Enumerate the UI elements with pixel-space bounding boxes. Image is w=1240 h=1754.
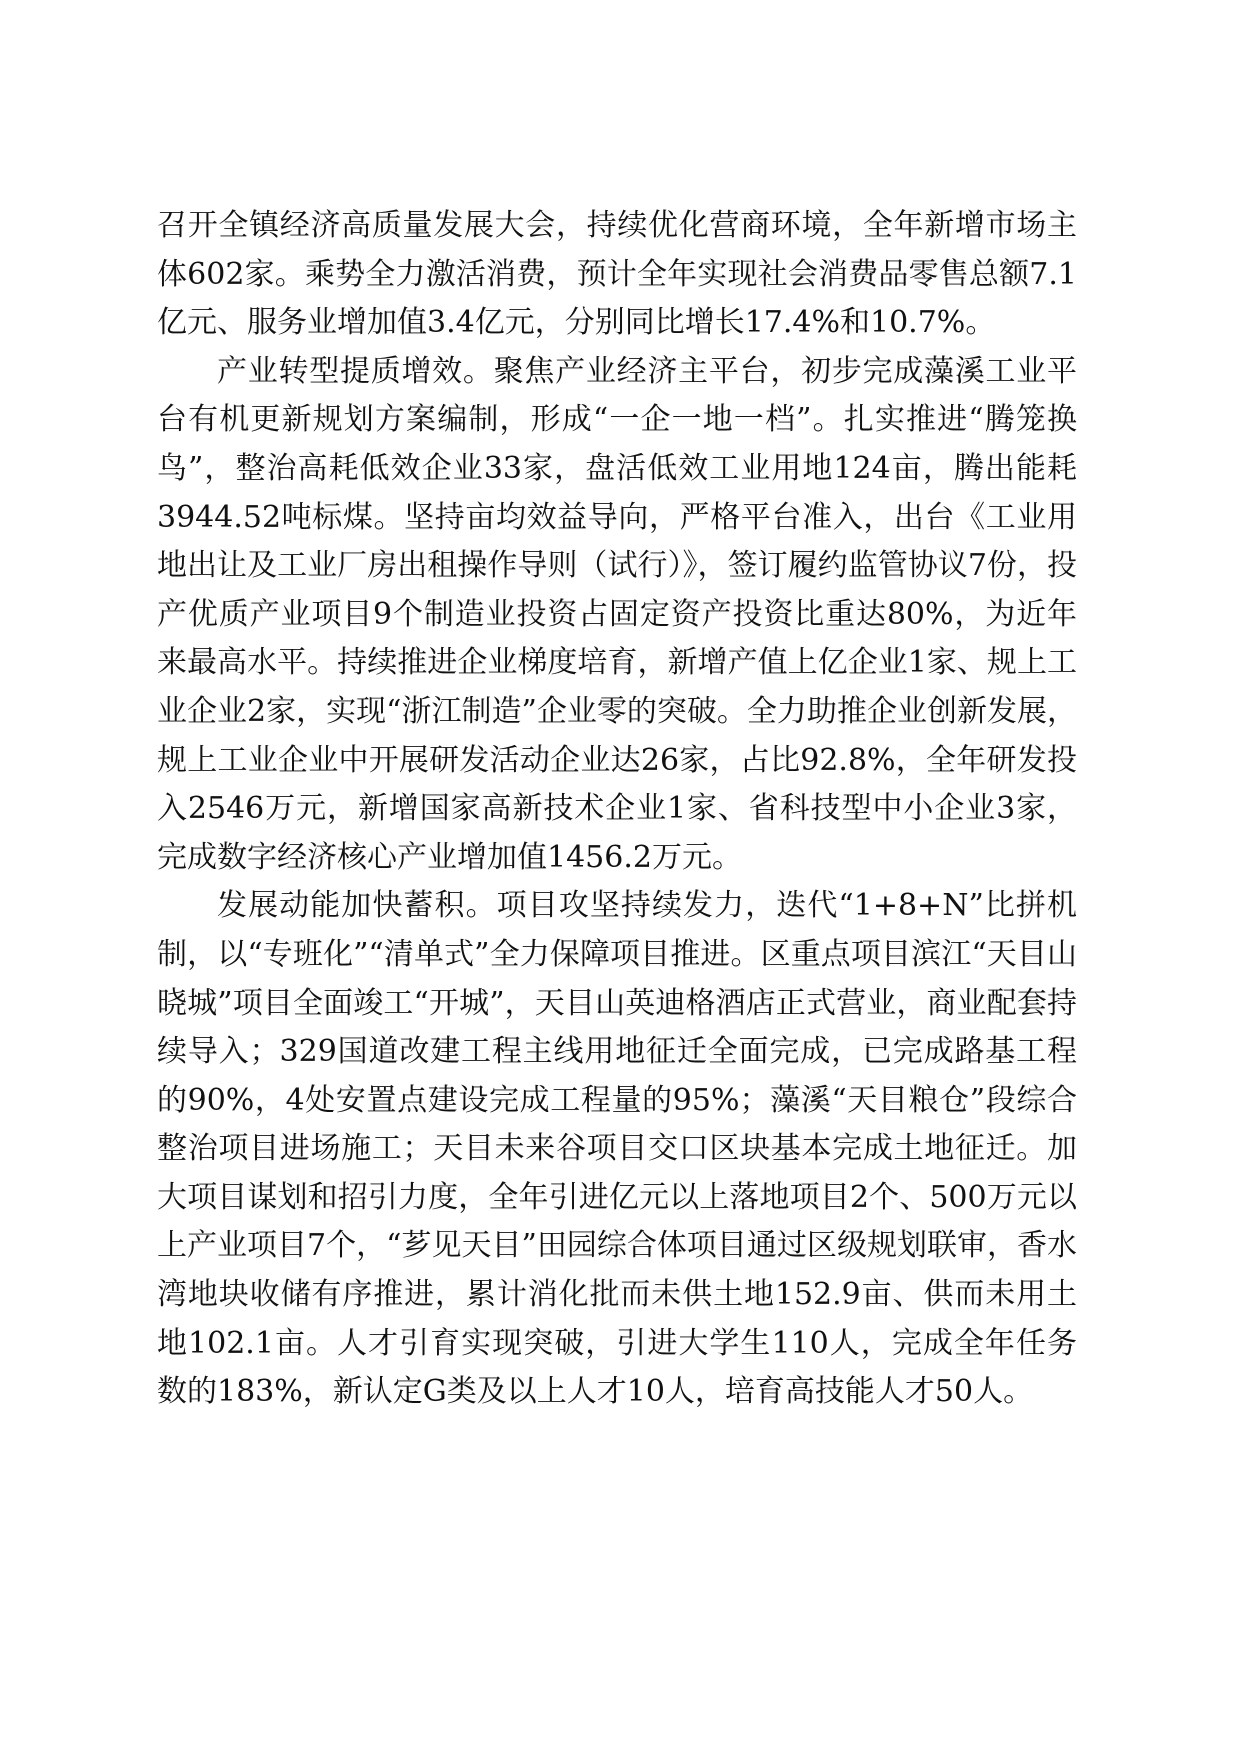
- paragraph-development-momentum: 发展动能加快蓄积。项目攻坚持续发力，迭代“1+8+N”比拼机制，以“专班化”“清单式”全力保障项目推进。区重点项目滨江“天目山晓城”项目全面竣工“开城”，天目山英迪格酒店正式营业，商业配套持续导入；329国道改建工程主线用地征迁全面完成，已完成路基工程的90%，4处安置点建设完成工程量的95%；藻溪“天目粮仓”段综合整治项目进场施工；天目未来谷项目交口区块基本完成土地征迁。加大项目谋划和招引力度，全年引进亿元以上落地项目2个、500万元以上产业项目7个，“芗见天目”田园综合体项目通过区级规划联审，香水湾地块收储有序推进，累计消化批而未供土地152.9亩、供而未用土地102.1亩。人才引育实现突破，引进大学生110人，完成全年任务数的183%，新认定G类及以上人才10人，培育高技能人才50人。: [157, 888, 1077, 1410]
- paragraph-consumption: 召开全镇经济高质量发展大会，持续优化营商环境，全年新增市场主体602家。乘势全力激活消费，预计全年实现社会消费品零售总额7.1亿元、服务业增加值3.4亿元，分别同比增长17.4%和10.7%。: [157, 208, 1077, 341]
- document-body: [157, 202, 1077, 1417]
- paragraph-industrial-transformation: 产业转型提质增效。聚焦产业经济主平台，初步完成藻溪工业平台有机更新规划方案编制，形成“一企一地一档”。扎实推进“腾笼换鸟”，整治高耗低效企业33家，盘活低效工业用地124亩，腾出能耗3944.52吨标煤。坚持亩均效益导向，严格平台准入，出台《工业用地出让及工业厂房出租操作导则（试行）》，签订履约监管协议7份，投产优质产业项目9个制造业投资占固定资产投资比重达80%，为近年来最高水平。持续推进企业梯度培育，新增产值上亿企业1家、规上工业企业2家，实现“浙江制造”企业零的突破。全力助推企业创新发展，规上工业企业中开展研发活动企业达26家，占比92.8%，全年研发投入2546万元，新增国家高新技术企业1家、省科技型中小企业3家，完成数字经济核心产业增加值1456.2万元。: [157, 353, 1077, 875]
